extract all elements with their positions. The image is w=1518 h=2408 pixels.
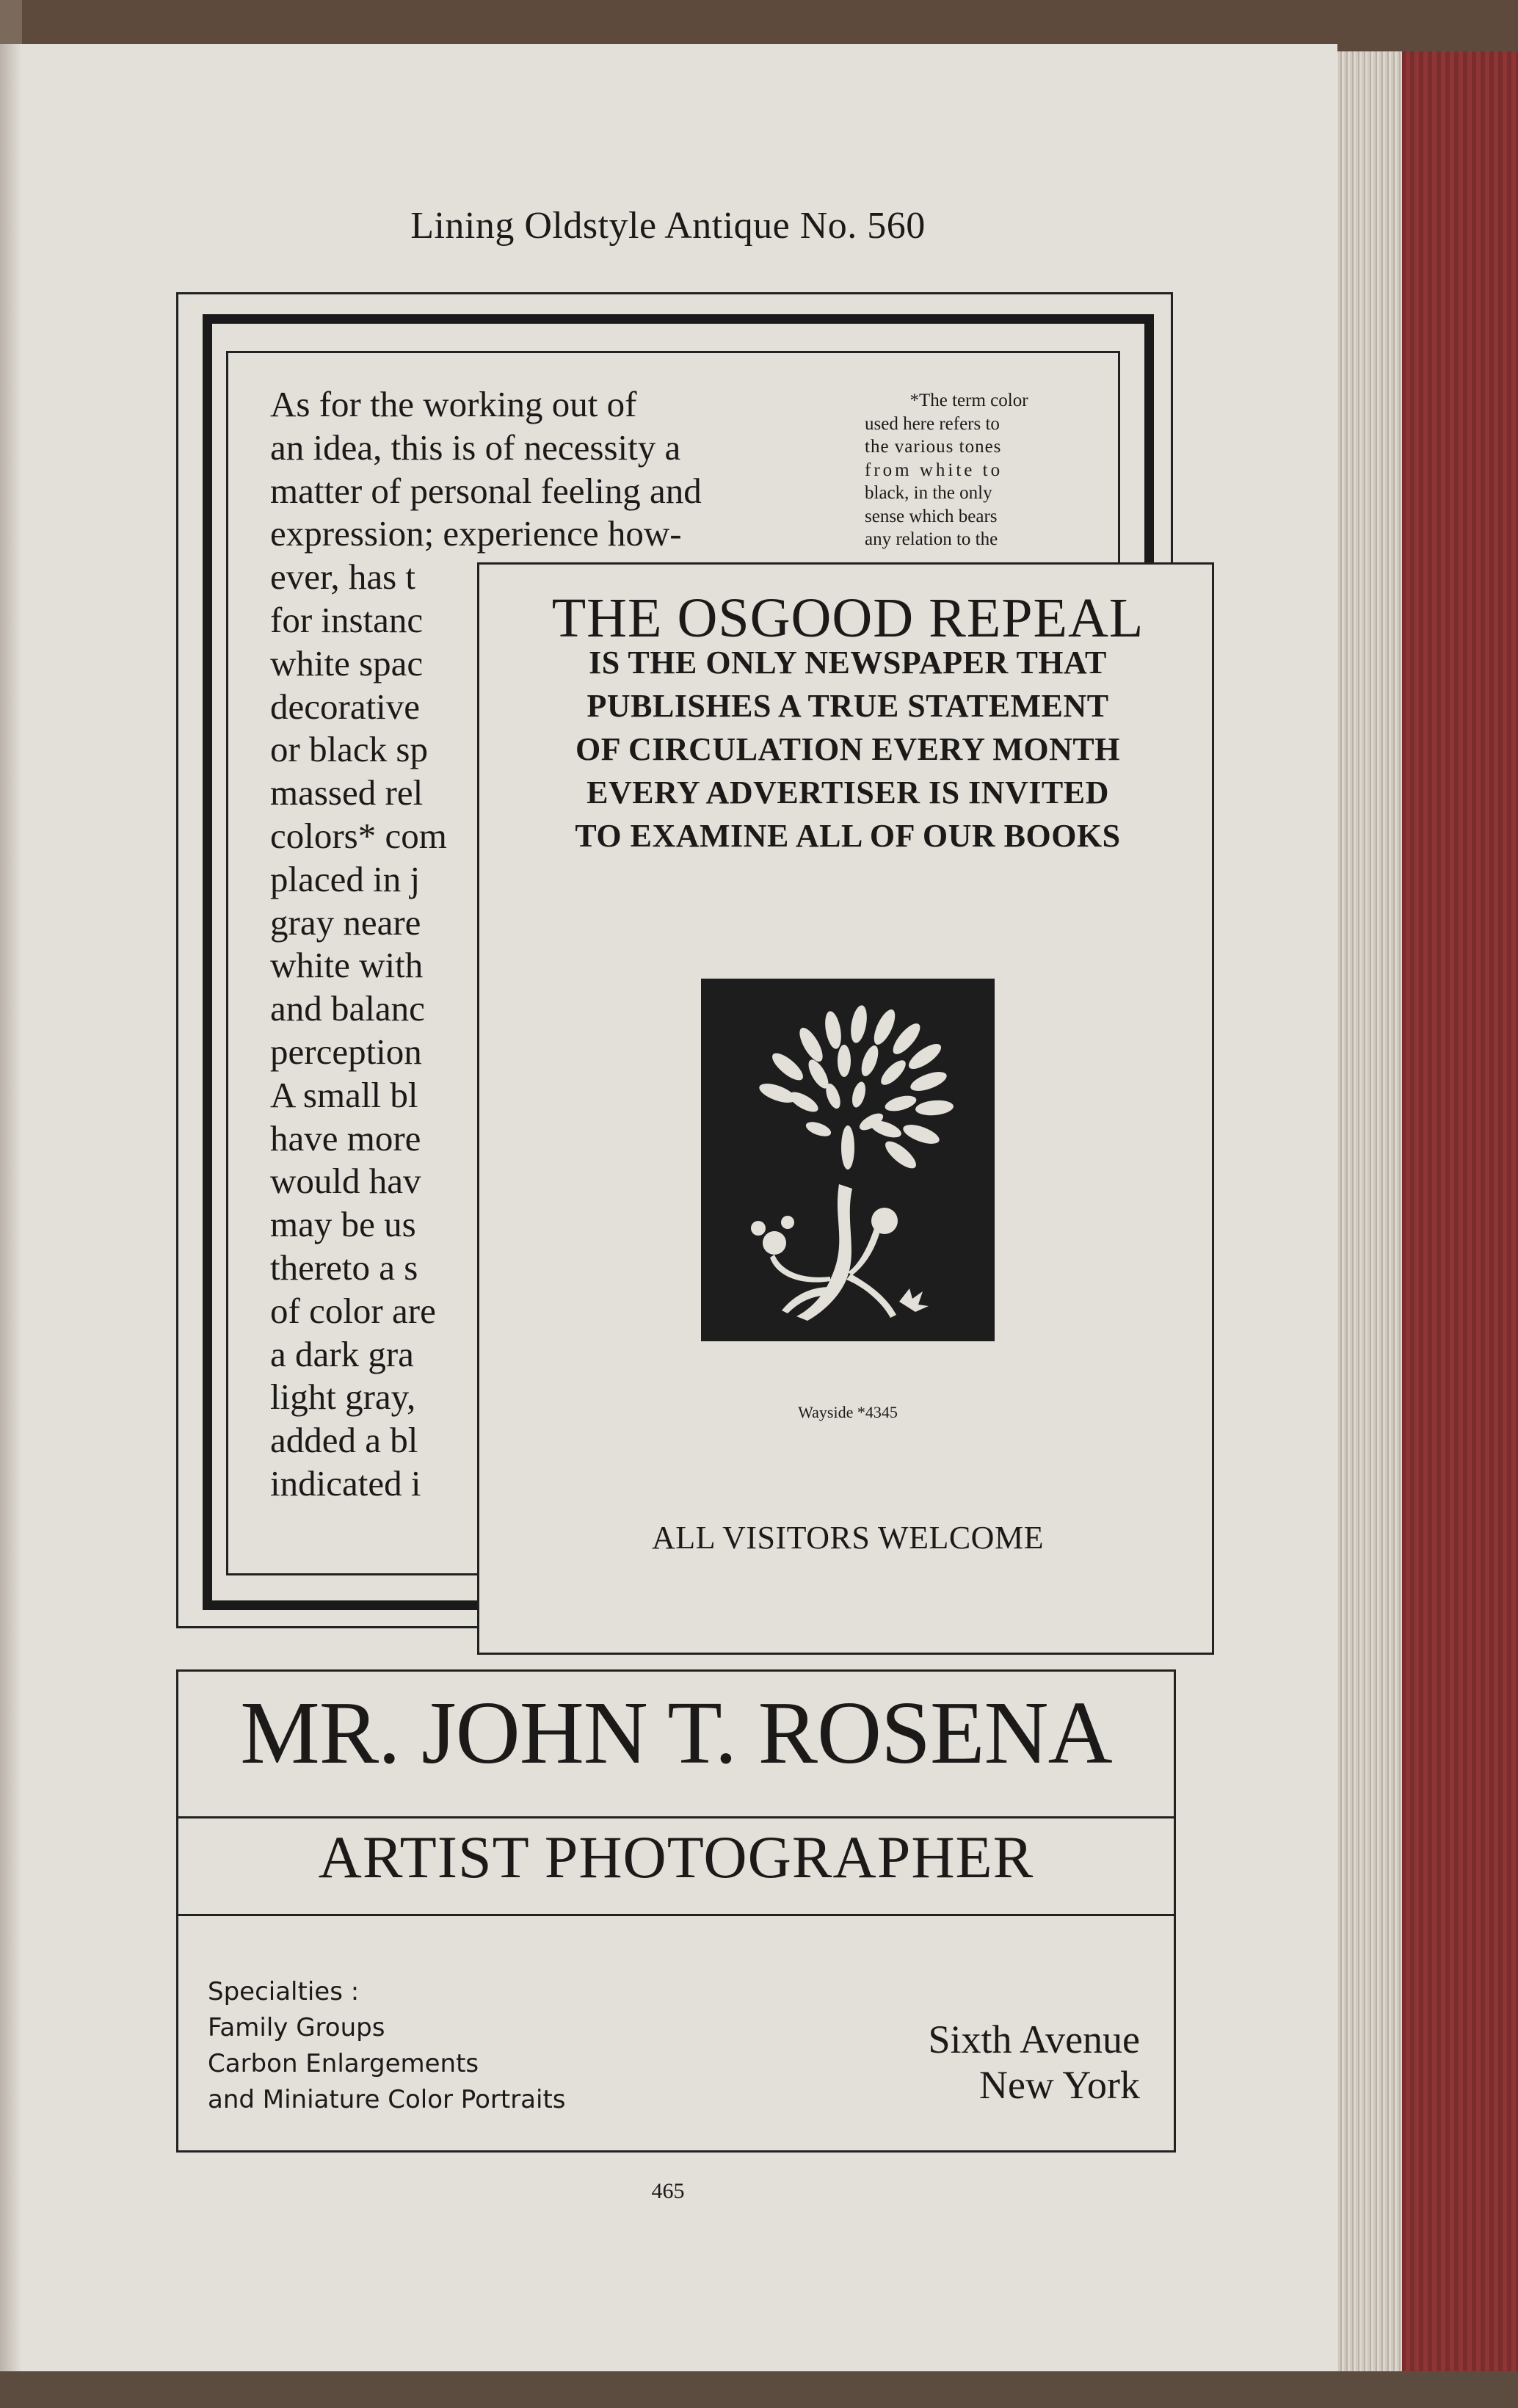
- text-line: would hav: [270, 1161, 421, 1202]
- osgood-line: PUBLISHES A TRUE STATEMENT: [586, 688, 1109, 724]
- footnote-line: *The term color: [909, 391, 1028, 410]
- page-number: 465: [651, 2179, 685, 2203]
- rosena-advertisement: [176, 1669, 1176, 2153]
- text-line: white spac: [270, 642, 424, 683]
- text-line: for instanc: [270, 599, 424, 640]
- osgood-line: IS THE ONLY NEWSPAPER THAT: [589, 645, 1107, 681]
- text-line: decorative: [270, 686, 421, 727]
- book-bottom-edge: [0, 2371, 1518, 2408]
- specialty-line: Family Groups: [208, 2013, 385, 2042]
- text-line: have more: [270, 1117, 421, 1158]
- osgood-closing-line: ALL VISITORS WELCOME: [652, 1520, 1044, 1556]
- text-line: As for the working out of: [270, 384, 637, 424]
- text-line: ever, has t: [270, 556, 416, 598]
- address-line: Sixth Avenue: [928, 2017, 1140, 2061]
- specimen-footnote: [865, 389, 1073, 551]
- text-line: may be us: [270, 1204, 416, 1245]
- text-line: added a bl: [270, 1420, 418, 1461]
- text-line: matter of personal feeling and: [270, 470, 702, 511]
- rosena-address: [929, 2017, 1140, 2108]
- text-line: thereto a s: [270, 1247, 418, 1288]
- ornament-caption: Wayside *4345: [798, 1403, 898, 1421]
- text-line: gray neare: [270, 902, 421, 943]
- osgood-line: TO EXAMINE ALL OF OUR BOOKS: [575, 818, 1121, 854]
- page-heading: Lining Oldstyle Antique No. 560: [410, 205, 926, 247]
- rosena-name: MR. JOHN T. ROSENA: [240, 1683, 1112, 1783]
- text-line: colors* com: [270, 815, 447, 856]
- text-line: a dark gra: [270, 1333, 414, 1374]
- text-line: expression; experience how-: [270, 513, 682, 554]
- text-line: A small bl: [270, 1074, 418, 1115]
- footnote-line: sense which bears: [865, 506, 998, 526]
- footnote-line: any relation to the: [865, 529, 998, 549]
- text-line: an idea, this is of necessity a: [270, 427, 681, 468]
- text-line: indicated i: [270, 1462, 421, 1504]
- footnote-line: black, in the only: [865, 483, 992, 503]
- text-line: perception: [270, 1031, 422, 1072]
- footnote-line: used here refers to: [865, 413, 1000, 434]
- specialty-line: Specialties :: [208, 1977, 360, 2006]
- text-line: light gray,: [270, 1377, 416, 1418]
- divider-rule: [178, 1914, 1174, 1916]
- text-line: of color are: [270, 1290, 436, 1331]
- text-line: white with: [270, 945, 424, 986]
- address-line: New York: [978, 2063, 1140, 2107]
- osgood-advertisement: [477, 562, 1214, 1655]
- footnote-line: from white to: [865, 460, 1003, 480]
- osgood-line: OF CIRCULATION EVERY MONTH: [575, 731, 1120, 767]
- rosena-profession: ARTIST PHOTOGRAPHER: [318, 1824, 1034, 1890]
- footnote-line: the various tones: [865, 437, 1002, 457]
- osgood-headline: THE OSGOOD REPEAL: [551, 587, 1144, 649]
- page-gutter-shadow: [0, 44, 22, 2371]
- specialty-line: Carbon Enlargements: [208, 2049, 479, 2078]
- specialty-line: and Miniature Color Portraits: [208, 2085, 566, 2114]
- text-line: placed in j: [270, 858, 421, 899]
- book-cover-right: [1384, 51, 1518, 2408]
- page-edges: [1332, 51, 1402, 2371]
- text-line: massed rel: [270, 772, 424, 813]
- text-line: or black sp: [270, 729, 428, 770]
- text-line: and balanc: [270, 988, 425, 1029]
- tree-ornament-icon: [701, 979, 995, 1341]
- osgood-line: EVERY ADVERTISER IS INVITED: [586, 775, 1109, 810]
- rosena-specialties: [208, 1974, 566, 2118]
